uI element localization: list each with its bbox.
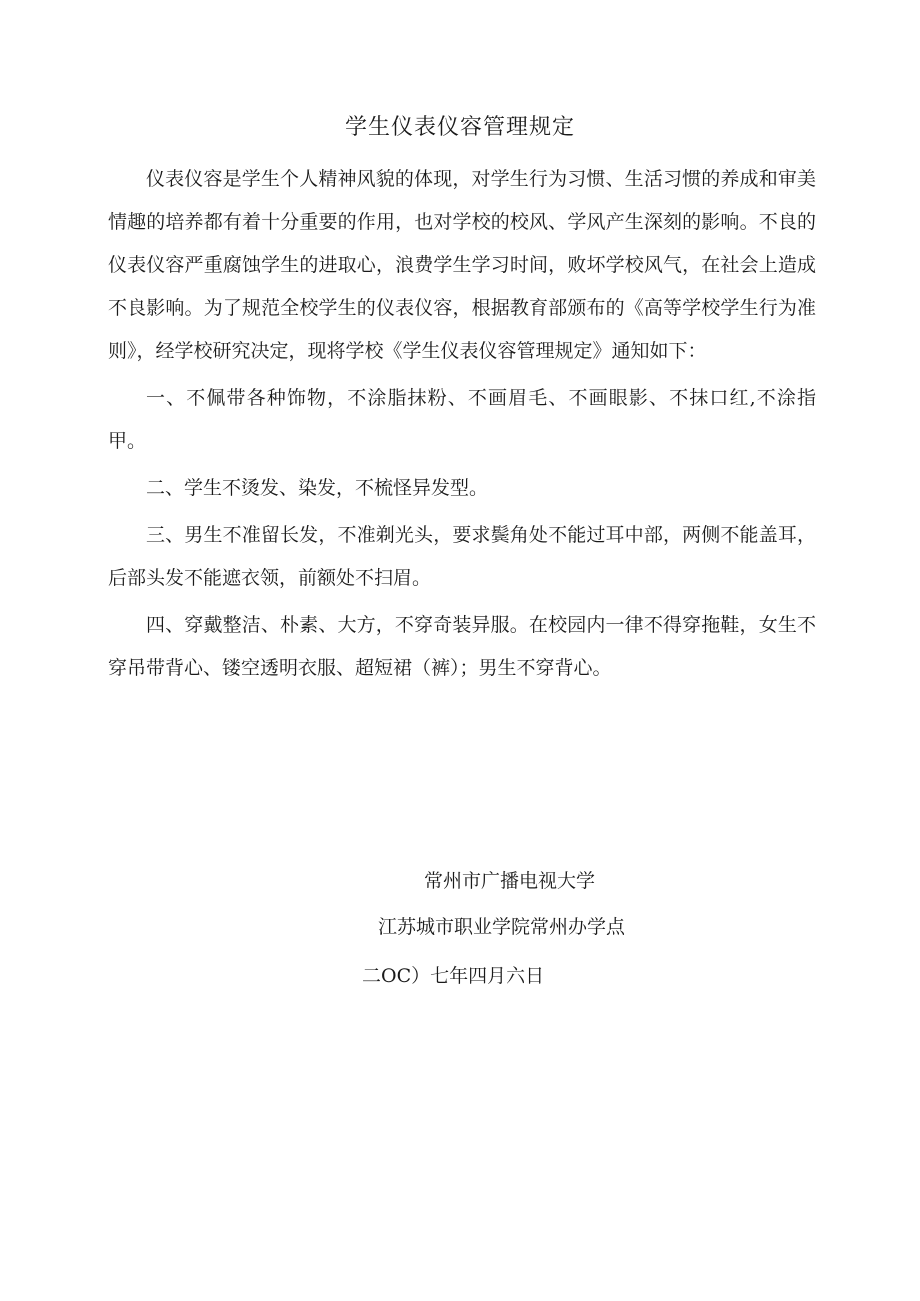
rule-paragraph-1: 一、不佩带各种饰物，不涂脂抹粉、不画眉毛、不画眼影、不抹口红,不涂指甲。 (108, 387, 816, 452)
rule-paragraph-4: 四、穿戴整洁、朴素、大方，不穿奇装异服。在校园内一律不得穿拖鞋，女生不穿吊带背心、镂空透明衣服、超短裙（裤）；男生不穿背心。 (108, 614, 816, 679)
signature-date: 二OC）七年四月六日 (362, 965, 545, 987)
rule-paragraph-3: 三、男生不准留长发，不准剃光头，要求鬓角处不能过耳中部，两侧不能盖耳，后部头发不能遮衣领，前额处不扫眉。 (108, 524, 816, 589)
intro-paragraph: 仪表仪容是学生个人精神风貌的体现，对学生行为习惯、生活习惯的养成和审美情趣的培养都有着十分重要的作用，也对学校的校风、学风产生深刻的影响。不良的仪表仪容严重腐蚀学生的进取心，浪费学生学习时间，败坏学校风气，在社会上造成不良影响。为了规范全校学生的仪表仪容，根据教育部颁布的《高等学校学生行为准则》，经学校研究决定，现将学校《学生仪表仪容管理规定》通知如下： (108, 168, 816, 362)
signature-org-2: 江苏城市职业学院常州办学点 (378, 916, 626, 938)
signature-org-1: 常州市广播电视大学 (424, 870, 596, 892)
document-body (108, 158, 816, 694)
rule-paragraph-2: 二、学生不烫发、染发，不梳怪异发型。 (146, 477, 489, 499)
document-title: 学生仪表仪容管理规定 (344, 115, 575, 140)
